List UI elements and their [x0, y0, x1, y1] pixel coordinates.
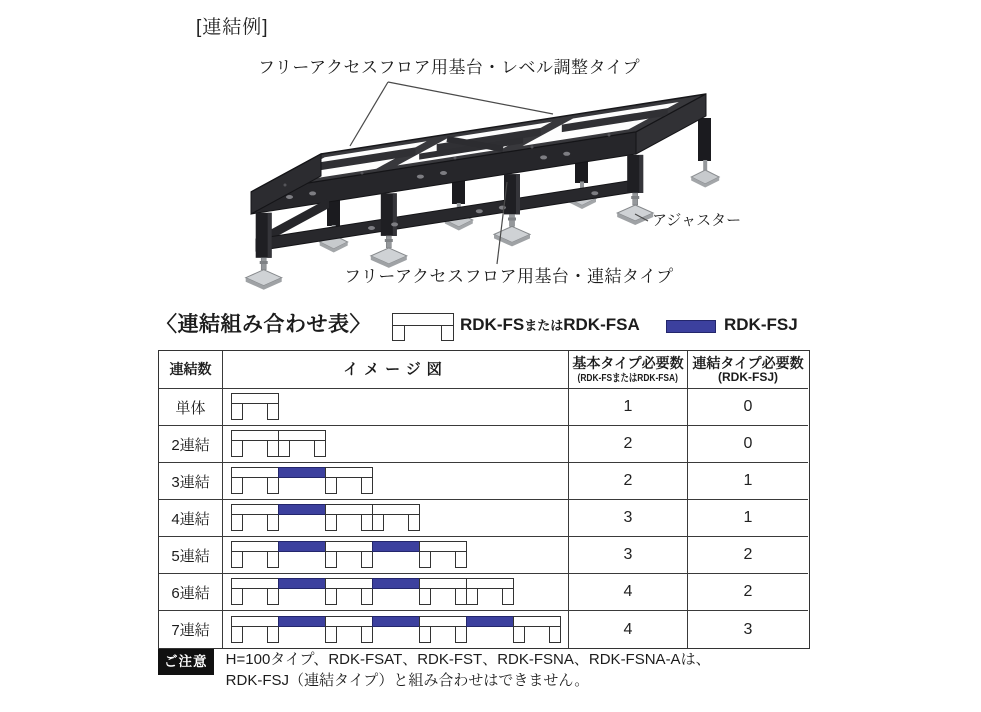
connection-diagram: [231, 393, 567, 423]
basic-unit-leg: [513, 626, 525, 643]
joint-count-value: 1: [743, 472, 753, 489]
row-label-cell: [159, 611, 223, 648]
connection-diagram: [231, 504, 567, 534]
basic-unit-leg: [361, 626, 373, 643]
joint-count-value: 1: [743, 509, 753, 526]
row-label-cell: [159, 389, 223, 426]
basic-count-value: 2: [623, 435, 633, 452]
caution-note: [158, 649, 798, 691]
adjuster-label: アジャスター: [652, 212, 742, 229]
basic-unit-leg: [231, 588, 243, 605]
legend-basic-label: [460, 315, 640, 335]
row-joint-count-cell: [688, 574, 808, 611]
basic-unit-leg: [441, 325, 454, 341]
basic-unit-leg: [361, 477, 373, 494]
basic-unit-leg: [325, 626, 337, 643]
basic-unit-leg: [278, 440, 290, 457]
row-label: 3連結: [171, 473, 210, 491]
connection-diagram: [231, 430, 567, 460]
basic-unit-leg: [455, 626, 467, 643]
joint-bar-segment: [278, 467, 326, 478]
basic-count-value: 3: [623, 509, 633, 526]
caution-line2: RDK-FSJ（連結タイプ）と組み合わせはできません。: [225, 672, 590, 689]
basic-unit-leg: [419, 626, 431, 643]
row-joint-count-cell: [688, 611, 808, 648]
basic-unit-leg: [392, 325, 405, 341]
basic-unit-leg: [408, 514, 420, 531]
legend-basic-part1: RDK-FS: [460, 315, 525, 334]
header-basic-count: 基本タイプ必要数 (RDK-FSまたはRDK-FSA): [569, 351, 688, 389]
table-row: [159, 500, 809, 537]
row-joint-count-cell: [688, 389, 808, 426]
basic-unit-leg: [372, 514, 384, 531]
row-label-cell: [159, 574, 223, 611]
row-basic-count-cell: [569, 574, 688, 611]
row-joint-count-cell: [688, 426, 808, 463]
row-image-cell: [223, 463, 569, 500]
joint-type-label: フリーアクセスフロア用基台・連結タイプ: [344, 267, 674, 286]
basic-unit-leg: [325, 551, 337, 568]
joint-bar-segment: [372, 616, 420, 627]
basic-count-value: 4: [623, 620, 633, 638]
caution-text: [226, 649, 711, 691]
basic-unit-leg: [231, 477, 243, 494]
legend-basic-part2: RDK-FSA: [563, 315, 640, 334]
basic-count-value: 3: [623, 546, 633, 563]
joint-count-value: 2: [743, 583, 753, 600]
caution-line1: H=100タイプ、RDK-FSAT、RDK-FST、RDK-FSNA、RDK-FSNA-Aは、: [225, 651, 711, 668]
joint-bar-segment: [278, 578, 326, 589]
joint-bar-swatch: [666, 320, 716, 333]
basic-unit-leg: [325, 514, 337, 531]
table-header-row: [159, 351, 809, 389]
row-image-cell: [223, 611, 569, 648]
row-joint-count-cell: [688, 537, 808, 574]
basic-unit-leg: [419, 551, 431, 568]
basic-unit-leg: [231, 403, 243, 420]
basic-unit-leg: [325, 588, 337, 605]
basic-unit-leg: [325, 477, 337, 494]
basic-unit-leg: [267, 514, 279, 531]
basic-unit-leg: [502, 588, 514, 605]
row-basic-count-cell: [569, 426, 688, 463]
combination-table: [158, 350, 810, 649]
row-label: 4連結: [171, 510, 210, 528]
row-basic-count-cell: [569, 463, 688, 500]
basic-unit-leg: [267, 588, 279, 605]
joint-count-value: 0: [743, 435, 753, 452]
basic-unit-leg: [549, 626, 561, 643]
basic-unit-leg: [231, 551, 243, 568]
row-basic-count-cell: [569, 537, 688, 574]
joint-bar-segment: [372, 578, 420, 589]
row-label-cell: [159, 500, 223, 537]
basic-unit-leg: [267, 403, 279, 420]
basic-unit-leg: [314, 440, 326, 457]
basic-unit-leg: [267, 551, 279, 568]
basic-unit-leg: [267, 477, 279, 494]
row-basic-count-cell: [569, 611, 688, 648]
combination-table-title: 〈連結組み合わせ表〉: [156, 313, 371, 336]
row-label-cell: [159, 537, 223, 574]
row-joint-count-cell: [688, 463, 808, 500]
basic-unit-icon: [392, 313, 456, 343]
joint-bar-segment: [278, 504, 326, 515]
table-row: [159, 426, 809, 463]
row-image-cell: [223, 500, 569, 537]
basic-count-value: 4: [623, 583, 633, 600]
row-image-cell: [223, 537, 569, 574]
level-adjust-type-label: フリーアクセスフロア用基台・レベル調整タイプ: [258, 58, 641, 77]
connection-example-tag: [連結例]: [196, 17, 269, 38]
joint-bar-segment: [372, 541, 420, 552]
basic-unit-leg: [361, 551, 373, 568]
row-image-cell: [223, 389, 569, 426]
basic-unit-leg: [231, 626, 243, 643]
row-basic-count-cell: [569, 500, 688, 537]
joint-count-value: 3: [743, 620, 753, 638]
row-image-cell: [223, 574, 569, 611]
row-basic-count-cell: [569, 389, 688, 426]
table-body: [159, 389, 809, 648]
basic-unit-leg: [231, 514, 243, 531]
connection-diagram: [231, 616, 567, 646]
basic-unit-leg: [466, 588, 478, 605]
row-label: 2連結: [171, 436, 210, 454]
header-joint-count: 連結タイプ必要数 (RDK-FSJ): [688, 351, 808, 389]
row-label-cell: [159, 426, 223, 463]
table-row: [159, 574, 809, 611]
basic-unit-leg: [361, 588, 373, 605]
connection-diagram: [231, 541, 567, 571]
joint-count-value: 2: [743, 546, 753, 563]
row-label: 5連結: [171, 547, 210, 565]
connection-diagram: [231, 578, 567, 608]
legend-basic-middle: または: [524, 318, 564, 333]
row-image-cell: [223, 426, 569, 463]
joint-count-value: 0: [743, 398, 753, 415]
header-connection-count: 連結数: [159, 351, 223, 389]
basic-unit-leg: [267, 626, 279, 643]
basic-unit-leg: [419, 588, 431, 605]
basic-count-value: 1: [623, 398, 633, 415]
legend-joint-label: RDK-FSJ: [724, 315, 798, 334]
row-label: 6連結: [171, 584, 210, 602]
table-row: [159, 463, 809, 500]
joint-bar-segment: [278, 616, 326, 627]
basic-unit-leg: [231, 440, 243, 457]
row-label-cell: [159, 463, 223, 500]
header-image: イメージ図: [223, 351, 569, 389]
table-row: [159, 537, 809, 574]
basic-unit-leg: [455, 551, 467, 568]
row-label: 7連結: [171, 622, 210, 639]
joint-bar-segment: [466, 616, 514, 627]
table-row: [159, 611, 809, 648]
caution-badge: ご注意: [158, 649, 214, 675]
joint-bar-segment: [278, 541, 326, 552]
row-label: 単体: [175, 399, 206, 417]
row-joint-count-cell: [688, 500, 808, 537]
table-row: [159, 389, 809, 426]
connection-diagram: [231, 467, 567, 497]
basic-count-value: 2: [623, 472, 633, 489]
